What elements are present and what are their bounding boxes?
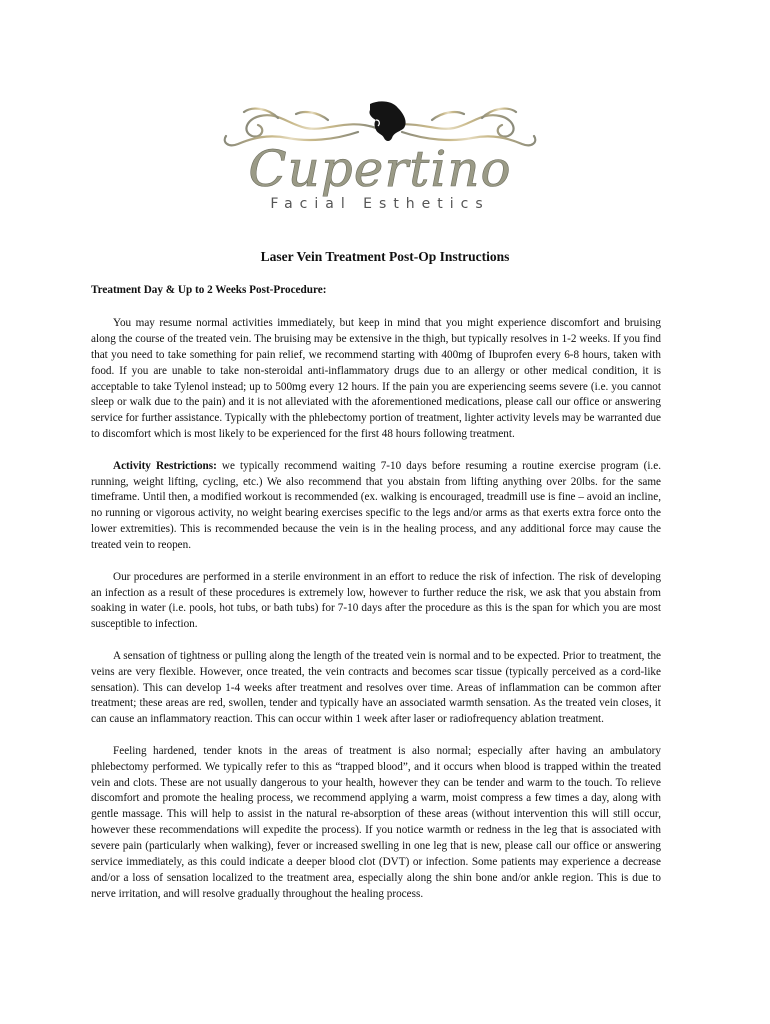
paragraph-tightness	[91, 649, 661, 729]
paragraph-lead: Activity Restrictions:	[113, 459, 217, 472]
woman-profile-icon	[369, 101, 405, 141]
paragraph-text: we typically recommend waiting 7-10 days before resuming a routine exercise program (i.e. running, weight lifting, cycling, etc.) We also recommend that you abstain from lifting anything over 20lbs. for the same timeframe. Until then, a modified workout is recommended (ex. walking is encouraged, treadmill use is fine – avoid an incline, no running or vigorous activity, no weight bearing exercises specific to the legs and/or arms as that exerts extra force onto the lower extremities). This is recommended because the vein is in the healing process, and any additional force may cause the treated vein to reopen.	[91, 459, 661, 552]
document-title: Laser Vein Treatment Post-Op Instructions	[260, 249, 510, 264]
paragraph-activity-restrictions	[91, 459, 661, 554]
company-logo	[208, 98, 552, 222]
section-heading: Treatment Day & Up to 2 Weeks Post-Procedure:	[91, 284, 327, 296]
paragraph-text: A sensation of tightness or pulling along the length of the treated vein is normal and to be expected. Prior to treatment, the veins are very flexible. However, once treated, the vein contracts and becomes scar tissue (typically perceived as a cord-like sensation). This can develop 1-4 weeks after treatment and resolves over time. Areas of inflammation can be common after treatment; these areas are red, swollen, tender and typically have an associated warmth sensation. As the treated vein closes, it can cause an inflammatory reaction. This can occur within 1 week after laser or radiofrequency ablation treatment.	[91, 649, 661, 726]
paragraph-hardened-knots	[91, 744, 661, 903]
document-body	[91, 283, 661, 918]
paragraph-text: You may resume normal activities immediately, but keep in mind that you might experience discomfort and bruising along the course of the treated vein. The bruising may be extensive in the thigh, but typically resolves in 1-2 weeks. If you find that you need to take something for pain relief, we recommend starting with 400mg of Ibuprofen every 6-8 hours, taken with food. If you are unable to take non-steroidal anti-inflammatory drugs due to an allergy or other medical condition, it is acceptable to take Tylenol instead; up to 500mg every 12 hours. If the pain you are experiencing seems severe (i.e. you cannot sleep or walk due to the pain) and it is not alleviated with the aforementioned medications, please call our office or answering service for further assistance. Typically with the phlebectomy portion of treatment, lighter activity levels may be warranted due to discomfort which is most likely to be experienced for the first 48 hours following treatment.	[91, 316, 661, 441]
paragraph-text: Our procedures are performed in a sterile environment in an effort to reduce the risk of infection. The risk of developing an infection as a result of these procedures is extremely low, however to further reduce the risk, we ask that you abstain from soaking in water (i.e. pools, hot tubs, or bath tubs) for 7-10 days after the procedure as this is the span for which you are most susceptible to infection.	[91, 570, 661, 631]
paragraph-text: Feeling hardened, tender knots in the areas of treatment is also normal; especially after having an ambulatory phlebectomy performed. We typically refer to this as “trapped blood”, and it occurs when blood is trapped within the treated vein and clots. These are not usually dangerous to your health, however they can be tender and warm to the touch. To relieve discomfort and promote the healing process, we recommend applying a warm, moist compress a few times a day, along with gentle massage. This will help to assist in the natural re-absorption of these areas (without intervention this will still occur, however these recommendations will expedite the process). If you notice warmth or redness in the leg that is associated with severe pain (particularly when walking), fever or increased swelling in one leg that is new, please call our office or answering service immediately, as this could indicate a deeper blood clot (DVT) or infection. Some patients may experience a decrease and/or a loss of sensation localized to the treatment area, especially along the shin bone and/or ankle region. This is due to nerve irritation, and will resolve gradually throughout the healing process.	[91, 744, 661, 900]
logo-graphic	[208, 98, 552, 222]
paragraph-infection	[91, 570, 661, 634]
paragraph-pain-relief	[91, 316, 661, 443]
logo-script-text: Cupertino	[248, 140, 512, 198]
logo-tagline: Facial Esthetics	[270, 196, 490, 212]
